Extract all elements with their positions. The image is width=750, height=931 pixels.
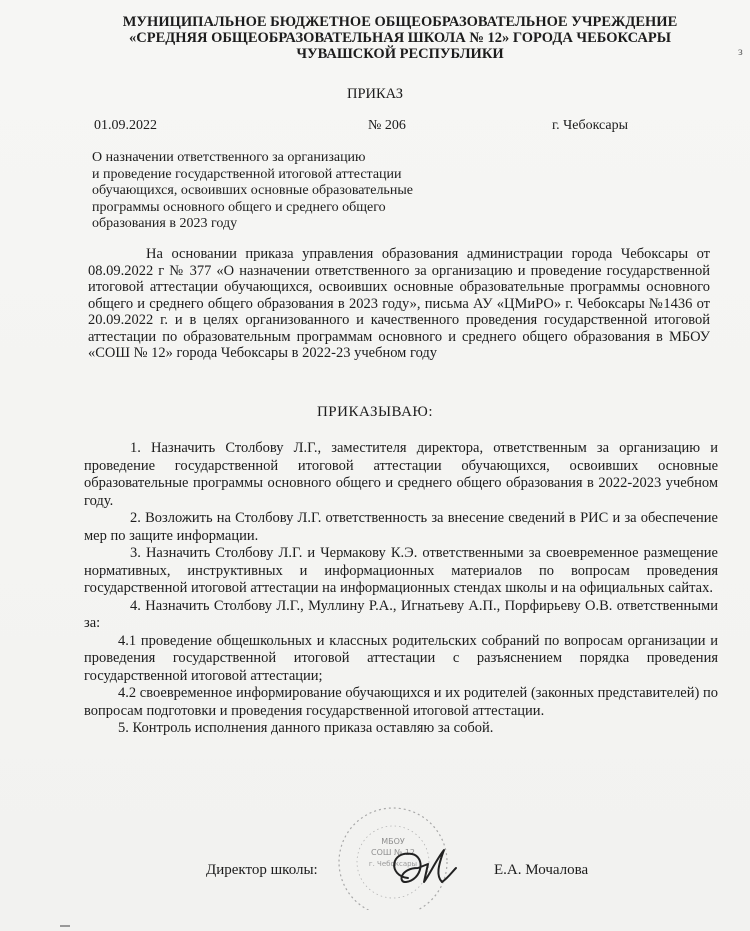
order-items [84, 440, 718, 738]
order-city: г. Чебоксары [552, 118, 629, 133]
director-name: Е.А. Мочалова [494, 862, 589, 878]
order-subitem: 4.1 проведение общешкольных и классных родительских собраний по вопросам организации и проведения государственной итоговой аттестации с разъяснением порядка проведения государственной итоговой аттестации; [84, 632, 718, 684]
orders-heading: ПРИКАЗЫВАЮ: [316, 404, 434, 420]
header-line-2: «СРЕДНЯЯ ОБЩЕОБРАЗОВАТЕЛЬНАЯ ШКОЛА № 12» ГОРОДА ЧЕБОКСАРЫ [129, 30, 671, 46]
header-line-3: ЧУВАШСКОЙ РЕСПУБЛИКИ [296, 46, 504, 62]
margin-mark: з [738, 44, 743, 58]
order-date: 01.09.2022 [94, 118, 157, 133]
subject-line: программы основного общего и среднего общего [92, 199, 386, 215]
preamble-paragraph: На основании приказа управления образования администрации города Чебоксары от 08.09.2022 г № 377 «О назначении ответственного за организацию и проведение государственной итоговой аттестации обучающихся, освоивших основные образовательные программы основного общего и среднего общего образования в 2023 году», письма АУ «ЦМиРО» г. Чебоксары №1436 от 20.09.2022 г. и в целях организованного и качественного проведения государственной итоговой аттестации по образовательным программам основного и среднего общего образования в МБОУ «СОШ № 12» города Чебоксары в 2022-23 учебном году [88, 246, 710, 361]
order-subject [92, 150, 452, 233]
subject-line: и проведение государственной итоговой аттестации [92, 166, 402, 182]
signature-role: Директор школы: [206, 862, 318, 878]
subject-line: образования в 2023 году [92, 216, 238, 231]
order-subitem: 4.2 своевременное информирование обучающихся и их родителей (законных представителей) по вопросам подготовки и проведения государственной итоговой аттестации. [84, 685, 718, 719]
order-item: 5. Контроль исполнения данного приказа оставляю за собой. [118, 720, 494, 736]
stamp-text: г. Чебоксары [368, 860, 418, 868]
subject-line: О назначении ответственного за организацию [92, 150, 366, 165]
order-item: 2. Возложить на Столбову Л.Г. ответственность за внесение сведений в РИС и за обеспечение мер по защите информации. [84, 510, 718, 544]
header-line-1: МУНИЦИПАЛЬНОЕ БЮДЖЕТНОЕ ОБЩЕОБРАЗОВАТЕЛЬНОЕ УЧРЕЖДЕНИЕ [122, 14, 678, 30]
order-item: 1. Назначить Столбову Л.Г., заместителя директора, ответственным за организацию и проведение государственной итоговой аттестации обучающихся, освоивших основные образовательные программы основного общего и среднего общего образования в 2022-2023 учебном году. [84, 440, 718, 509]
handwritten-signature [378, 838, 488, 898]
order-item: 4. Назначить Столбову Л.Г., Муллину Р.А., Игнатьеву А.П., Порфирьеву О.В. ответственными за: [84, 597, 718, 631]
subject-line: обучающихся, освоивших основные образовательные [92, 183, 413, 198]
document-title: ПРИКАЗ [346, 86, 404, 102]
page-edge-mark [60, 925, 70, 927]
institution-header [60, 14, 740, 62]
stamp-text: МБОУ [381, 837, 405, 846]
order-number: № 206 [368, 118, 406, 133]
order-item: 3. Назначить Столбову Л.Г. и Чермакову К.Э. ответственными за своевременное размещение нормативных, инструктивных и информационных материалов по вопросам проведения государственной итоговой аттестации на информационных стендах школы и на официальных сайтах. [84, 545, 718, 596]
stamp-text: СОШ № 12 [370, 848, 416, 857]
